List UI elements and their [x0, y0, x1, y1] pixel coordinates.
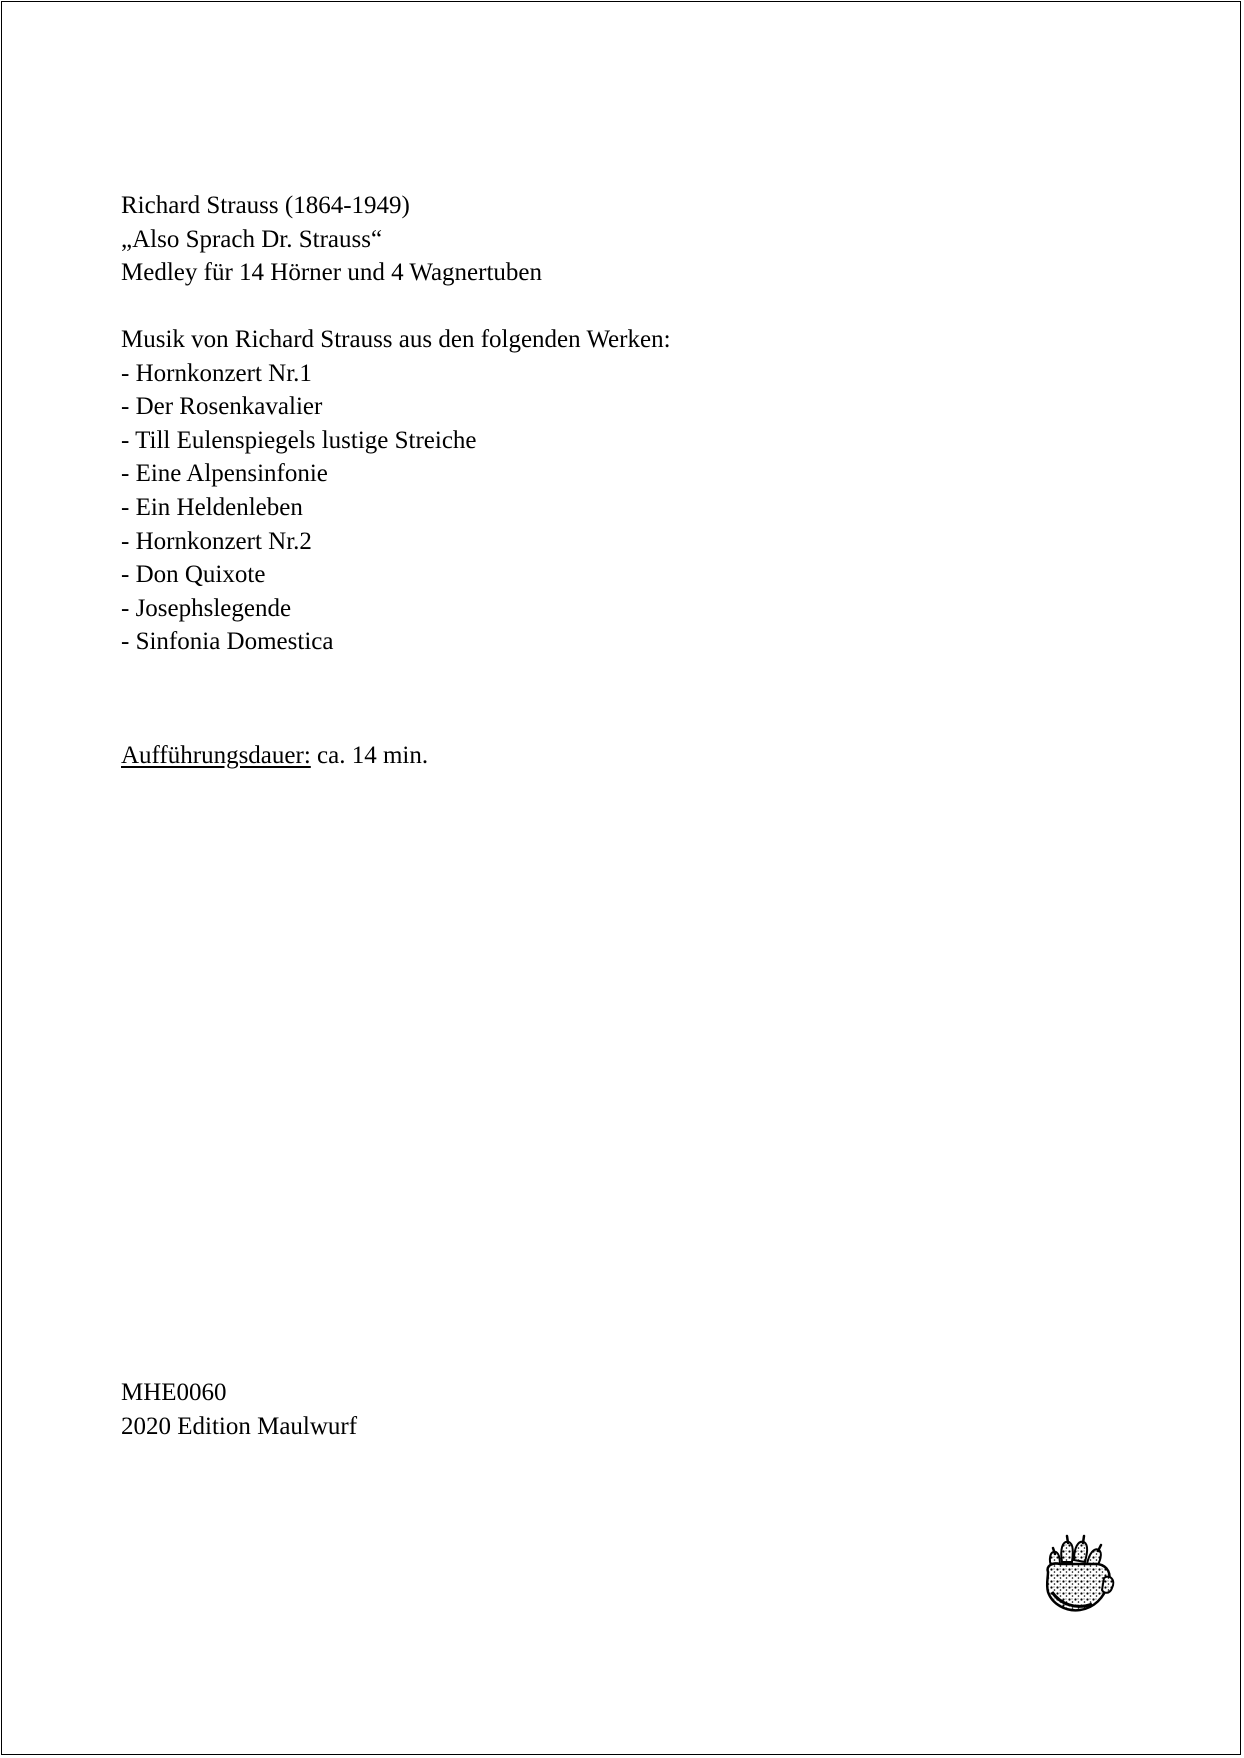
- works-list-item: - Hornkonzert Nr.1: [121, 359, 312, 387]
- duration-label: Aufführungsdauer:: [121, 742, 311, 769]
- works-block: [121, 323, 671, 659]
- edition-line: 2020 Edition Maulwurf: [121, 1412, 358, 1440]
- works-list-item: - Till Eulenspiegels lustige Streiche: [121, 426, 477, 454]
- works-list-item: - Sinfonia Domestica: [121, 628, 334, 656]
- works-intro: Musik von Richard Strauss aus den folgenden Werken:: [121, 326, 671, 353]
- duration-line: [121, 739, 428, 773]
- works-list-item: - Ein Heldenleben: [121, 493, 303, 521]
- duration-value: ca. 14 min.: [310, 742, 429, 769]
- works-list-item: - Eine Alpensinfonie: [121, 460, 328, 488]
- score-page: [1, 1, 1241, 1755]
- work-title: „Also Sprach Dr. Strauss“: [121, 225, 383, 253]
- title-block: [121, 189, 542, 290]
- mole-paw-logo-icon: [1038, 1532, 1118, 1616]
- works-list-item: - Josephslegende: [121, 594, 292, 622]
- works-list-item: - Don Quixote: [121, 561, 266, 589]
- composer-line: Richard Strauss (1864-1949): [121, 192, 410, 219]
- publisher-block: [121, 1376, 357, 1443]
- instrumentation-line: Medley für 14 Hörner und 4 Wagnertuben: [121, 259, 543, 287]
- works-list-item: - Der Rosenkavalier: [121, 393, 323, 421]
- works-list: [121, 357, 671, 659]
- catalog-number: MHE0060: [121, 1379, 227, 1406]
- works-list-item: - Hornkonzert Nr.2: [121, 527, 312, 555]
